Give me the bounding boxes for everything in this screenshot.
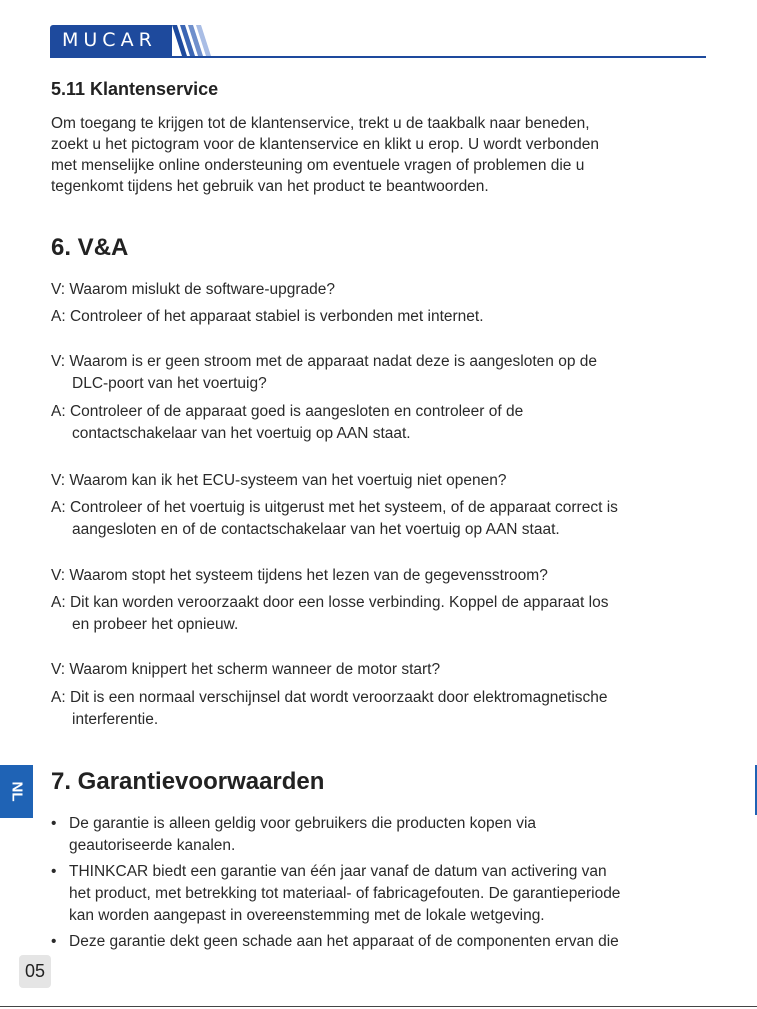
page-number: 05 [19,955,51,988]
section-paragraph [51,113,711,197]
paragraph-line: met menselijke online ondersteuning om eventuele vragen of problemen die u [51,157,585,174]
qa-line: V: Waarom stopt het systeem tijdens het lezen van de gegevensstroom? [51,567,548,584]
language-tab-label: NL [8,781,25,802]
paragraph-line: tegenkomt tijdens het gebruik van het product te beantwoorden. [51,178,489,195]
brand-logo-text: MUCAR [62,29,157,51]
qa-line: en probeer het opnieuw. [72,616,239,633]
bullet-item [51,861,711,927]
qa-line: DLC-poort van het voertuig? [72,375,267,392]
paragraph-line: Om toegang te krijgen tot de klantenservice, trekt u de taakbalk naar beneden, [51,115,590,132]
bullet-icon: • [51,815,57,832]
qa-line: aangesloten en of de contactschakelaar van het voertuig op AAN staat. [72,521,560,538]
qa-line: A: Dit kan worden veroorzaakt door een losse verbinding. Koppel de apparaat los [51,594,609,611]
bullet-line: De garantie is alleen geldig voor gebruikers die producten kopen via [69,815,537,832]
qa-line: V: Waarom kan ik het ECU-systeem van het voertuig niet openen? [51,472,507,489]
bullet-line: het product, met betrekking tot materiaal- of fabricagefouten. De garantieperiode [69,885,621,902]
bullet-line: kan worden aangepast in overeenstemming met de lokale wetgeving. [69,907,545,924]
bullet-item [51,813,711,857]
qa-question [51,351,711,395]
language-tab [0,765,33,818]
qa-line: V: Waarom is er geen stroom met de apparaat nadat deze is aangesloten op de [51,353,597,370]
bullet-line: Deze garantie dekt geen schade aan het apparaat of de componenten ervan die [69,933,619,950]
bullet-icon: • [51,863,57,880]
logo-stripes-icon [172,25,212,56]
qa-answer [51,687,711,731]
bullet-line: THINKCAR biedt een garantie van één jaar vanaf de datum van activering van [69,863,607,880]
brand-logo [50,25,172,56]
chapter-heading: 7. Garantievoorwaarden [51,768,325,795]
qa-answer [51,306,711,328]
qa-answer [51,497,711,541]
section-heading: 5.11 Klantenservice [51,79,219,99]
paragraph-line: zoekt u het pictogram voor de klantenservice en klikt u erop. U wordt verbonden [51,136,599,153]
bullet-line: geautoriseerde kanalen. [69,837,236,854]
qa-line: A: Controleer of het voertuig is uitgerust met het systeem, of de apparaat correct is [51,499,618,516]
bullet-icon: • [51,933,57,950]
qa-line: V: Waarom mislukt de software-upgrade? [51,281,335,298]
qa-question [51,279,711,301]
qa-line: interferentie. [72,711,159,728]
chapter-heading: 6. V&A [51,234,129,261]
qa-line: contactschakelaar van het voertuig op AAN staat. [72,425,411,442]
qa-line: A: Controleer of het apparaat stabiel is verbonden met internet. [51,308,484,325]
qa-answer [51,401,711,445]
bullet-item [51,931,711,953]
header-rule [50,56,706,58]
qa-line: A: Controleer of de apparaat goed is aangesloten en controleer of de [51,403,524,420]
qa-line: V: Waarom knippert het scherm wanneer de motor start? [51,661,441,678]
qa-question [51,470,711,492]
qa-answer [51,592,711,636]
qa-question [51,659,711,681]
qa-question [51,565,711,587]
bottom-rule [0,1006,757,1007]
page-header [50,22,706,58]
qa-line: A: Dit is een normaal verschijnsel dat wordt veroorzaakt door elektromagnetische [51,689,608,706]
